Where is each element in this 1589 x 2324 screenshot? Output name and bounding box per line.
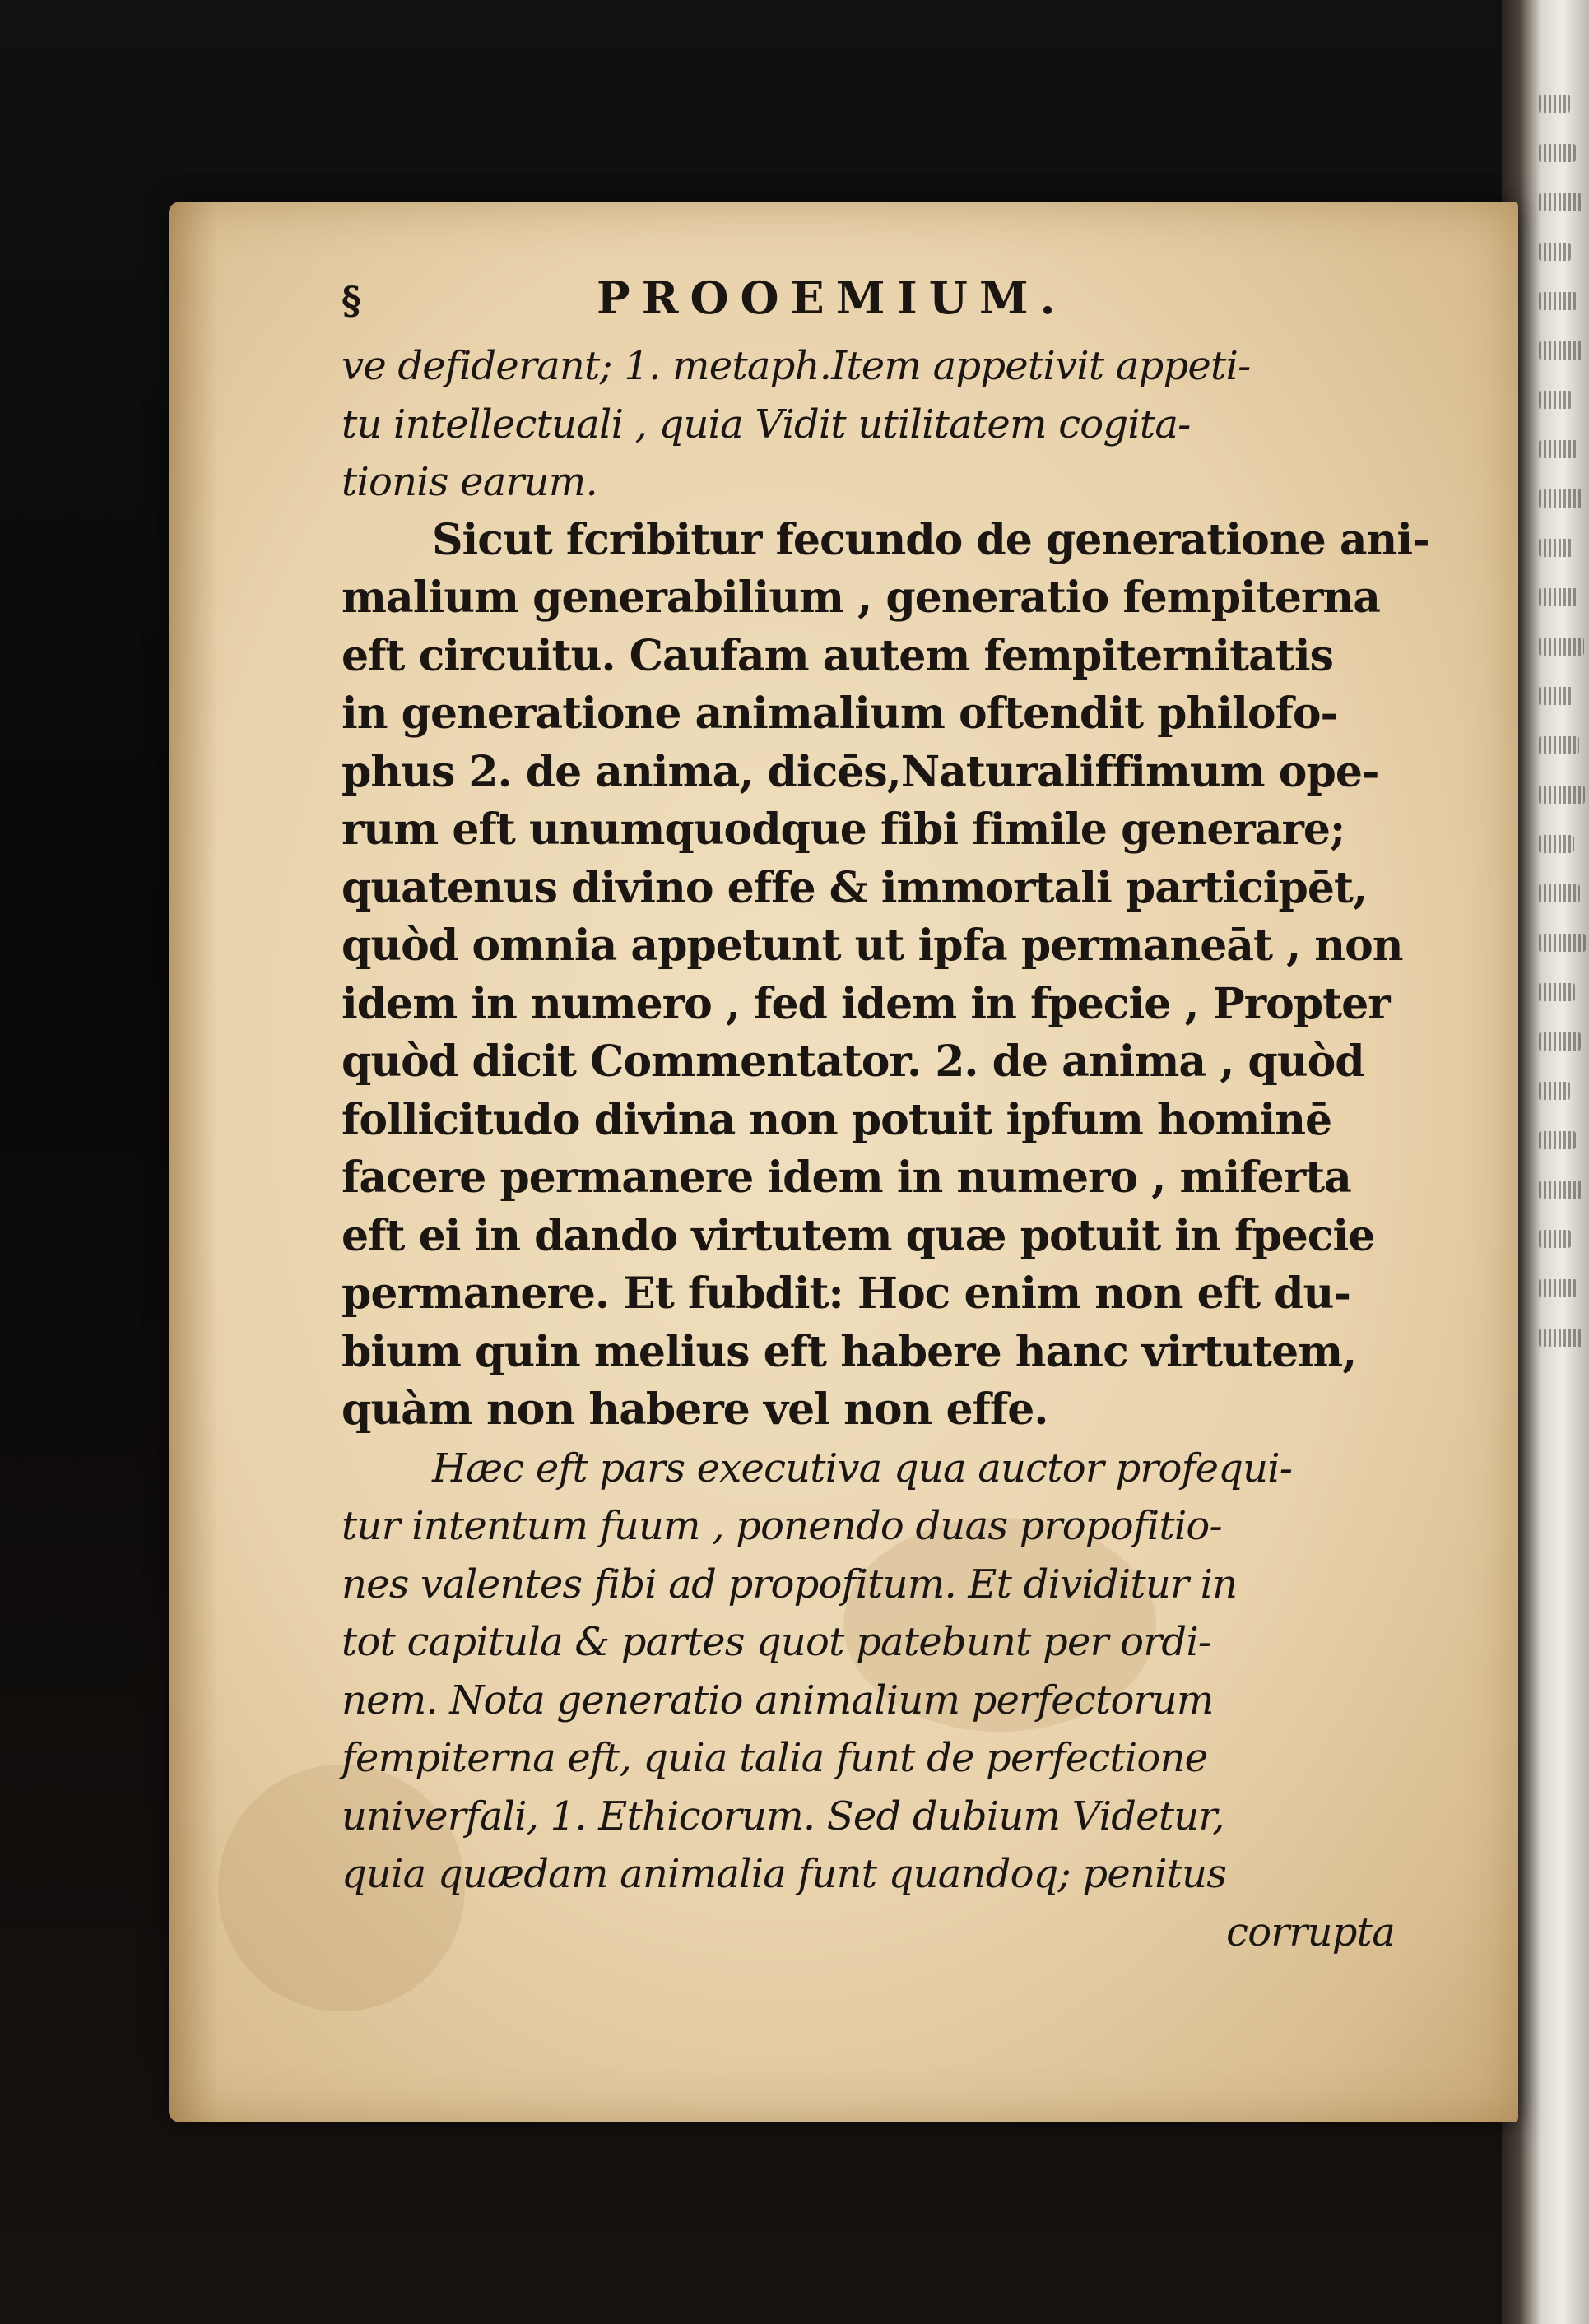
text-line: eft ei in dando virtutem quæ potuit in fpecie: [341, 1210, 1375, 1261]
text-line: quòd dicit Commentator. 2. de anima , quòd: [341, 1037, 1364, 1087]
next-page-text-fragment: [1539, 588, 1578, 606]
next-page-text-fragment: [1539, 884, 1580, 902]
text-line: follicitudo divina non potuit ipfum hominē: [341, 1094, 1332, 1145]
next-page-text-fragment: [1539, 95, 1570, 113]
next-page-text-fragment: [1539, 539, 1573, 557]
next-page-text-fragment: [1539, 292, 1577, 310]
next-page-text-fragment: [1539, 1181, 1582, 1199]
text-line: Hæc eft pars executiva qua auctor profequi-: [432, 1445, 1293, 1491]
next-page-text-fragment: [1539, 687, 1573, 705]
next-page-text-fragment: [1539, 341, 1582, 360]
text-line: in generatione animalium oftendit philofo-: [341, 689, 1338, 739]
text-line: nes valentes fibi ad propofitum. Et dividitur in: [341, 1561, 1238, 1607]
text-line: facere permanere idem in numero , miferta: [341, 1153, 1351, 1203]
text-line: rum eft unumquodque fibi fimile generare;: [341, 805, 1345, 855]
next-page-text-fragment: [1539, 193, 1582, 211]
next-page-text-fragment: [1539, 243, 1571, 261]
text-line: univerfali, 1. Ethicorum. Sed dubium Videtur,: [341, 1793, 1224, 1839]
next-page-text-fragment: [1539, 440, 1577, 458]
next-page-text-fragment: [1539, 391, 1572, 409]
next-page-text-fragment: [1539, 1131, 1576, 1149]
text-line: tur intentum fuum , ponendo duas propofitio-: [341, 1503, 1222, 1549]
paragraph-3: [341, 1440, 1428, 1904]
next-page-text-fragment: [1539, 144, 1576, 162]
signature-mark: §: [341, 278, 362, 322]
text-line: phus 2. de anima, dicēs,Naturaliffimum ope-: [341, 746, 1379, 797]
next-page-text-fragment: [1539, 1279, 1577, 1297]
paragraph-1: [341, 337, 1428, 512]
next-page-text-fragment: [1539, 1032, 1581, 1051]
text-line: quàm non habere vel non effe.: [341, 1385, 1048, 1435]
next-page-text-fragment: [1539, 736, 1579, 754]
next-page-text-fragment: [1539, 983, 1575, 1001]
next-page-text-fragment: [1539, 489, 1583, 508]
text-line: fempiterna eft, quia talia funt de perfectione: [341, 1735, 1208, 1781]
next-page-text-fragment: [1539, 1082, 1570, 1100]
next-page-text-fragment: [1539, 1230, 1571, 1248]
text-line: quia quædam animalia funt quandoq; penitus: [341, 1851, 1227, 1897]
next-page-text-fragment: [1539, 835, 1574, 853]
running-head: PROOEMIUM.: [597, 271, 1067, 324]
text-line: tu intellectuali , quia Vidit utilitatem cogita-: [341, 401, 1191, 448]
text-line: ve defiderant; 1. metaph.Item appetivit appeti-: [341, 343, 1251, 389]
text-line: Sicut fcribitur fecundo de generatione ani-: [432, 514, 1429, 565]
text-line: quatenus divino effe & immortali participēt,: [341, 862, 1368, 913]
next-page-text-fragment: [1539, 638, 1584, 656]
next-page-text-fragment: [1539, 934, 1586, 952]
text-line: idem in numero , fed idem in fpecie , Propter: [341, 978, 1390, 1029]
page-header: [341, 271, 1428, 337]
next-page-text-fragment: [1539, 1329, 1582, 1347]
next-page-text-fragment: [1539, 786, 1585, 804]
text-line: nem. Nota generatio animalium perfectorum: [341, 1677, 1214, 1723]
text-line: permanere. Et fubdit: Hoc enim non eft du-: [341, 1269, 1350, 1319]
text-line: tot capitula & partes quot patebunt per ordi-: [341, 1619, 1211, 1665]
catchword: corrupta: [1226, 1909, 1395, 1955]
text-line: malium generabilium , generatio fempiterna: [341, 573, 1380, 623]
text-line: quòd omnia appetunt ut ipfa permaneāt , non: [341, 921, 1403, 971]
paragraph-2: [341, 512, 1428, 1440]
page-text-block: [341, 271, 1428, 1961]
text-line: bium quin melius eft habere hanc virtutem,: [341, 1326, 1357, 1377]
text-line: eft circuitu. Caufam autem fempiternitatis: [341, 630, 1333, 681]
text-line: tionis earum.: [341, 459, 597, 505]
